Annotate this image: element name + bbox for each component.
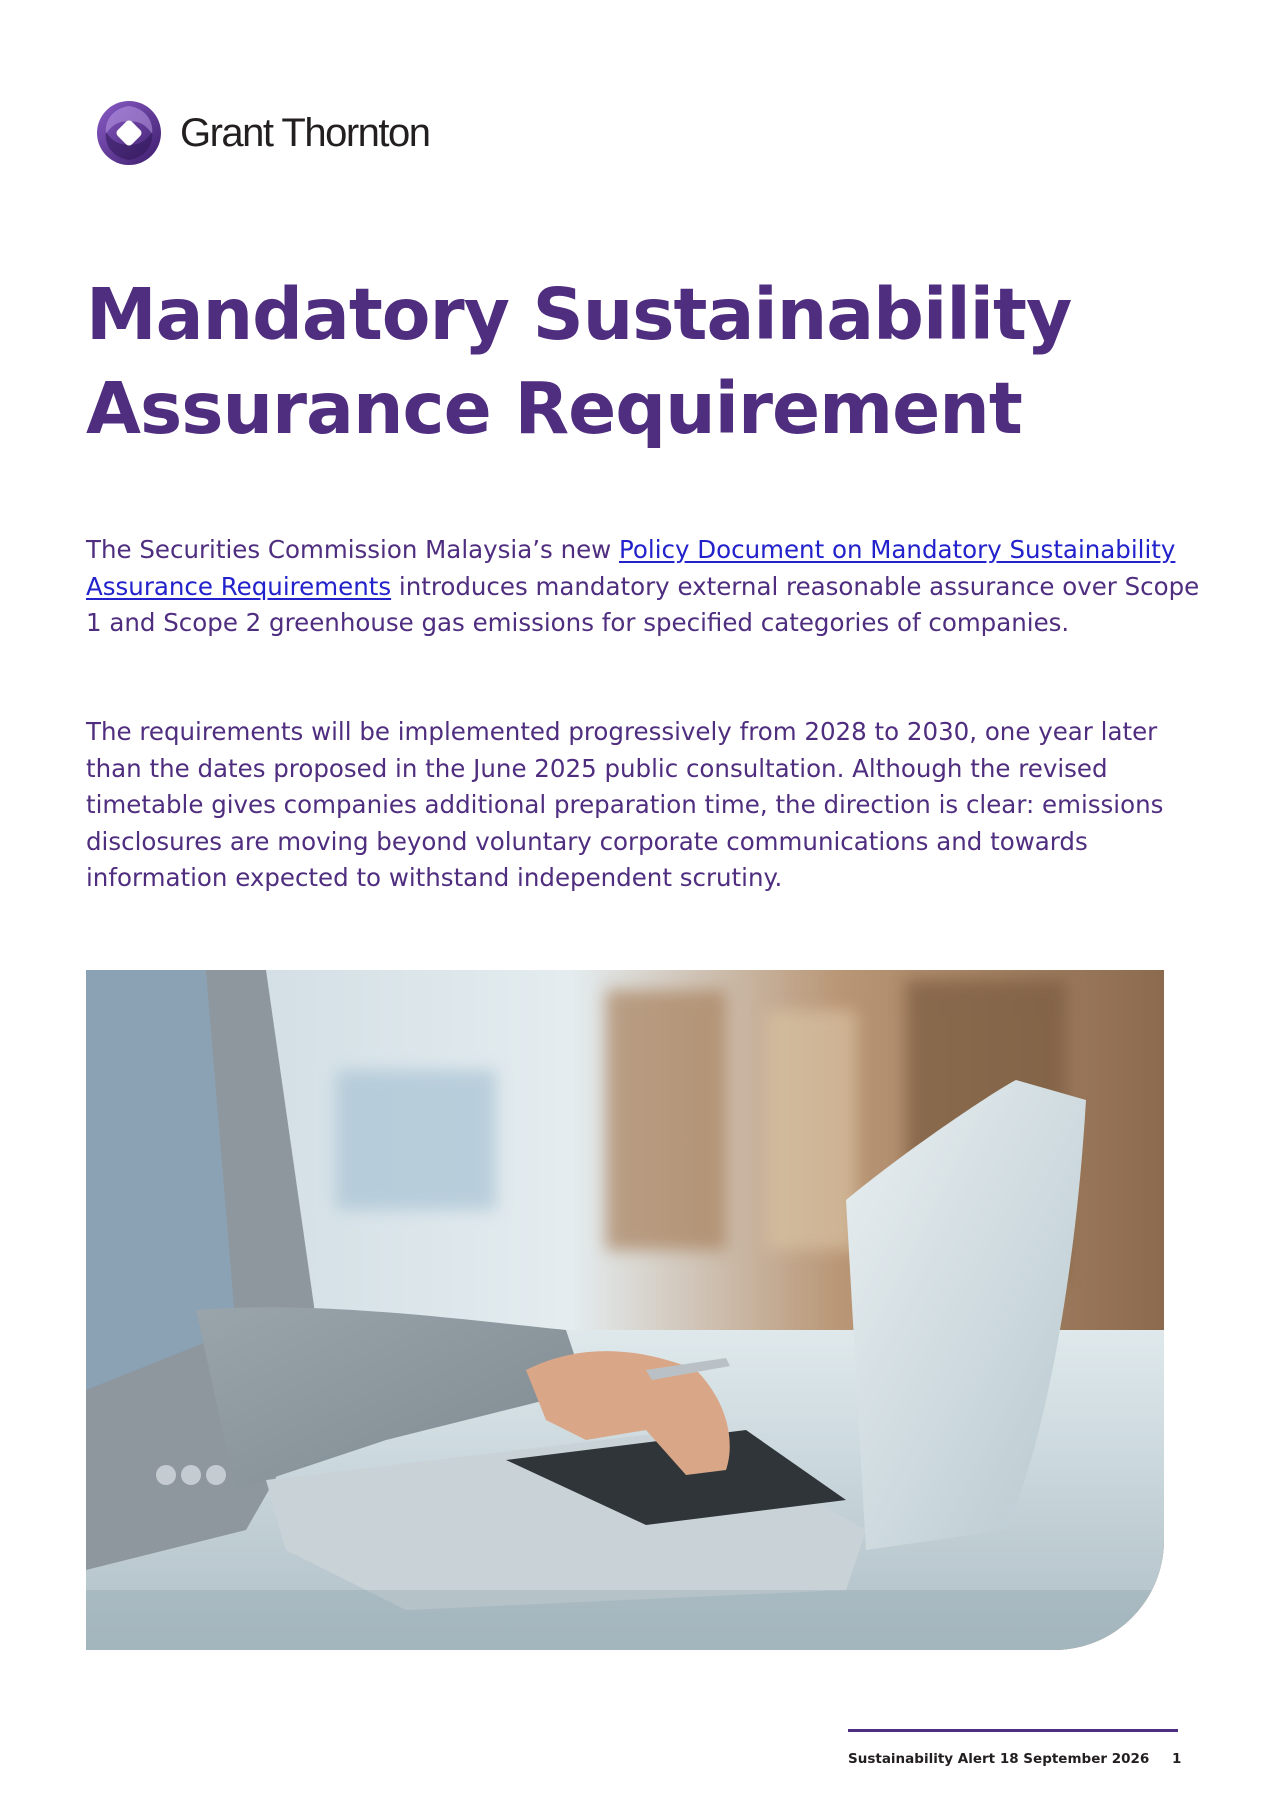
footer-publication: Sustainability Alert 18 September 2026: [848, 1751, 1150, 1767]
hero-image: [86, 970, 1164, 1650]
page-title-line-1: Mandatory Sustainability: [86, 273, 1072, 356]
page-title: [86, 268, 1206, 456]
timeline-paragraph: The requirements will be implemented progressively from 2028 to 2030, one year later than the dates proposed in the June 2025 public consultation. Although the revised timetable gives companies additional preparation time, the direction is clear: emissions disclosures are moving beyond voluntary corporate communications and towards information expected to withstand independent scrutiny.: [86, 717, 1164, 892]
page-number: 1: [1172, 1751, 1182, 1767]
page-title-line-2: Assurance Requirement: [86, 367, 1022, 450]
grant-thornton-logo: [96, 100, 430, 166]
person-typing-on-laptop-photo-icon: [86, 970, 1164, 1650]
footer-divider: [848, 1729, 1178, 1732]
intro-text-before-link: The Securities Commission Malaysia’s new: [86, 535, 619, 564]
brand-name: Grant Thornton: [180, 111, 430, 155]
grant-thornton-logo-icon: [96, 100, 162, 166]
intro-paragraph: [86, 532, 1216, 642]
intro-text-after-link: introduces mandatory external reasonable assurance over Scope 1 and Scope 2 greenhouse gas emissions for specified categories of companies.: [86, 571, 1200, 637]
policy-document-link[interactable]: Policy Document on Mandatory Sustainability Assurance Requirements: [86, 535, 1176, 601]
